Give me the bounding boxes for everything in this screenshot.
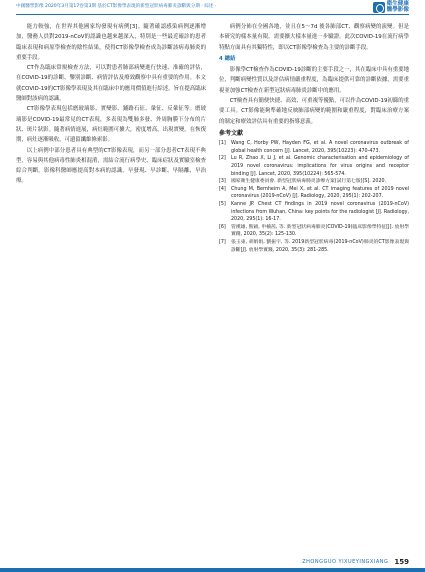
reference-item: [4] Chung M, Bernheim A, Mei X, et al. CT imaging features of 2019 novel coronavirus (2019-nCoV) [J]. Radiology, 2020, 295(1): 202-207.: [219, 186, 409, 200]
logo-line-1: 衛生健康: [386, 1, 409, 7]
body-paragraph: CT作為臨床常規檢查方法，可以對患者肺部病變進行快速、准確的評估，在COVID-19的診斷、鑒別診斷、病情評估及療效觀察中具有重要的作用。本文就COVID-19的CT影像學表現及其在臨床中的應用價值進行綜述，旨在提高臨床醫師對該病的認識。: [16, 65, 206, 103]
page-number: 159: [394, 558, 409, 566]
references-heading: 參考文獻: [219, 129, 244, 137]
section-heading-summary: 4 總結: [219, 55, 236, 62]
body-paragraph: 能力較強，在世界其他國家均發現有病例[3]。隨著確認感染病例逐漸增加，醫務人員對2019-nCoV的認識也越來越深入，特別是一些最近確診的患者臨床表現和病原學檢查的陰性結果，使得CT影像學檢查成為診斷該病毒肺炎的重要手段。: [16, 24, 206, 61]
reference-item: [6] 管漢雄, 熊穎, 申楠茜, 等. 新型冠狀病毒肺炎(COVID-19)臨床影像學特征[J]. 放射學實踐, 2020, 35(2): 125-130.: [219, 224, 409, 238]
header-divider: [16, 14, 409, 15]
journal-logo: [373, 1, 409, 13]
running-title: 中國醫學影像 2020年3月第17卷第3期 基於CT影像學表現的新型冠狀病毒肺炎診斷與分期 · 綜述 ·: [16, 4, 217, 9]
journal-logo-icon: [373, 2, 385, 13]
reference-item: [3] 國家衛生健康委員會. 新型冠狀病毒肺炎診療方案(試行第七版)[S]. 2020.: [219, 179, 387, 185]
journal-name: ZHONGGUO YIXUEYINGXIANG: [302, 559, 389, 565]
page-header: [0, 0, 425, 18]
reference-item: [7] 張玉東, 胡娟娟, 劉振宇, 等. 2019新型冠狀病毒(2019-nCoV)肺炎的CT影像表現與診斷[J]. 放射學實踐, 2020, 35(3): 281-285.: [219, 239, 409, 253]
reference-item: [2] Lu R, Zhao X, Li J, et al. Genomic characterisation and epidemiology of 2019 novel coronavirus: implications for virus origins and receptor binding [J]. Lancet, 2020, 395(10224): 565-574.: [219, 156, 409, 177]
summary-paragraph: 影像學CT檢查作為COVID-19診斷的主要手段之一，其在臨床中具有重要地位，判斷病變性質以及評估病情嚴重程度，為臨床提供可靠的診斷依據，需要重視並加強CT檢查在新型冠狀病毒肺炎診斷中的應用。: [219, 67, 409, 94]
body-paragraph: 病例分佈在全國各地，並且在5～7d 後各肺部CT、觀察病變的演變。但是本研究的樣本量有限，需要擴大樣本量進一步驗證。此次COVID-19在流行病學特點方面具有其獨特性，即以CT影像學檢查為主要的診斷手段。: [219, 24, 409, 51]
left-column: [16, 22, 206, 187]
reference-item: [5] Kanne JP. Chest CT findings in 2019 novel coronavirus (2019-nCoV) infections from Wuhan, China: key points for the radiologist [J]. Radiology, 2020, 295(1): 16-17.: [219, 202, 409, 223]
body-paragraph: CT影像學表現包括磨玻璃影、實變影、鋪路石征、暈征、反暈征等。磨玻璃影是COVID-19最常見的CT表現，多表現為雙肺多發、外周胸膜下分布的片狀、斑片狀影。隨著病情進展，病灶範圍可擴大，密度增高，出現實變。在恢復期，病灶逐漸吸收，可遺留纖維條索影。: [16, 106, 206, 144]
page-footer: [302, 558, 409, 566]
right-column: [219, 22, 409, 254]
logo-line-2: 醫學影像: [386, 7, 409, 13]
summary-paragraph: CT檢查具有簡便快捷、高效、可重複等優點，可以作為COVID-19初篩的重要工具。CT影像能夠準確地反映肺部病變的範圍和嚴重程度，對臨床治療方案的制定和療效評估具有重要的指導意義。: [219, 98, 409, 125]
footer-bar: [0, 568, 425, 572]
reference-item: [1] Wang C, Horby PW, Hayden FG, et al. A novel coronavirus outbreak of global health concern [J]. Lancet, 2020, 395(10223): 470-473.: [219, 141, 409, 154]
body-paragraph: 以上病例中部分患者具有典型的CT影像表現，而另一部分患者CT表現不典型，容易與其他病毒性肺炎相混淆，需結合流行病學史、臨床症狀及實驗室檢查綜合判斷。影像科醫師應提高對本病的認識，早發現、早診斷、早隔離、早治療。: [16, 147, 206, 185]
reference-list: [219, 140, 409, 254]
